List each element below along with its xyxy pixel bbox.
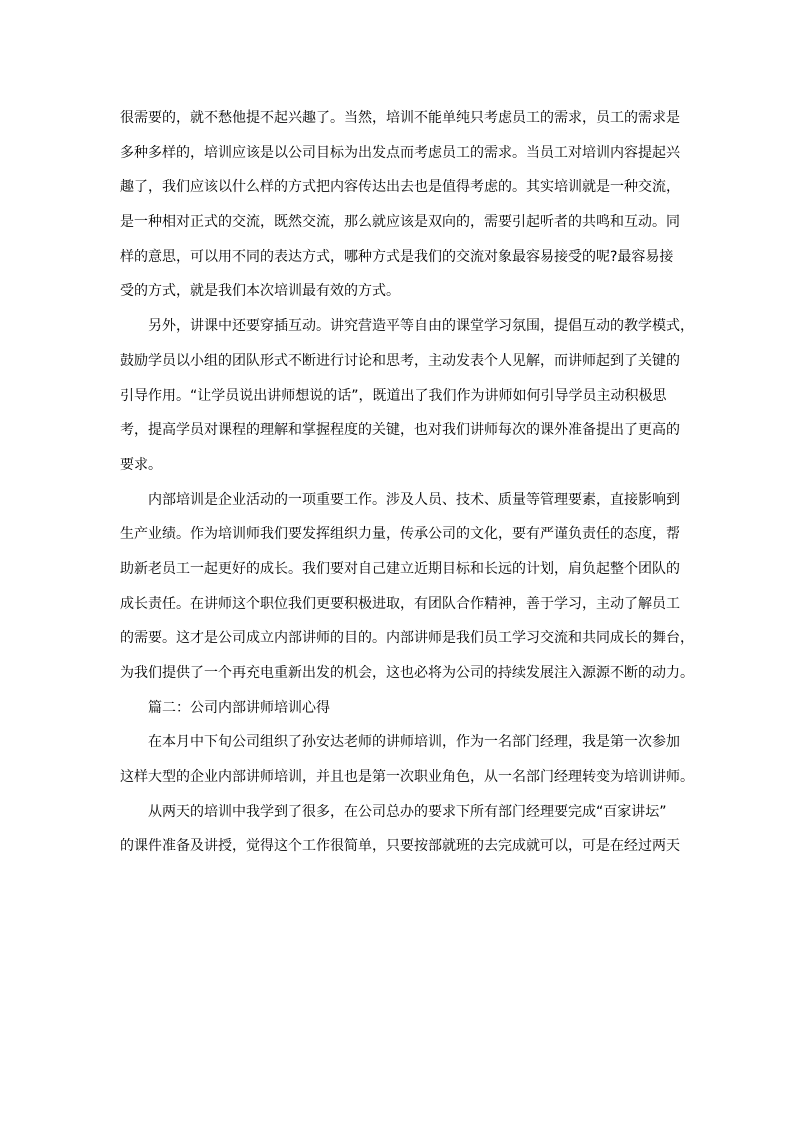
- text-line: 另外，讲课中还要穿插互动。讲究营造平等自由的课堂学习氛围，提倡互动的教学模式，: [148, 318, 694, 335]
- text-line: 受的方式，就是我们本次培训最有效的方式。: [120, 283, 400, 300]
- text-line: 多种多样的，培训应该是以公司目标为出发点而考虑员工的需求。当员工对培训内容提起兴: [120, 144, 680, 161]
- text-line: 考，提高学员对课程的理解和掌握程度的关键，也对我们讲师每次的课外准备提出了更高的: [120, 422, 680, 439]
- text-line: 生产业绩。作为培训师我们要发挥组织力量，传承公司的文化，要有严谨负责任的态度，帮: [120, 526, 680, 543]
- text-line: 样的意思，可以用不同的表达方式，哪种方式是我们的交流对象最容易接受的呢?最容易接: [120, 248, 674, 265]
- text-line: 的需要。这才是公司成立内部讲师的目的。内部讲师是我们员工学习交流和共同成长的舞台，: [120, 630, 694, 647]
- text-line: 助新老员工一起更好的成长。我们要对自己建立近期目标和长远的计划，肩负起整个团队的: [120, 560, 680, 577]
- text-line: 要求。: [120, 456, 162, 473]
- text-line: 很需要的，就不愁他提不起兴趣了。当然，培训不能单纯只考虑员工的需求，员工的需求是: [120, 110, 680, 126]
- text-line: 内部培训是企业活动的一项重要工作。涉及人员、技术、质量等管理要素，直接影响到: [148, 491, 680, 508]
- text-line: 为我们提供了一个再充电重新出发的机会，这也必将为公司的持续发展注入源源不断的动力。: [120, 665, 694, 681]
- text-line: 在本月中下旬公司组织了孙安达老师的讲师培训，作为一名部门经理，我是第一次参加: [148, 734, 680, 751]
- text-line: 成长责任。在讲师这个职位我们更要积极进取，有团队合作精神，善于学习，主动了解员工: [120, 595, 680, 612]
- text-line: 是一种相对正式的交流，既然交流，那么就应该是双向的，需要引起听者的共鸣和互动。同: [120, 214, 680, 231]
- text-line: 引导作用。“让学员说出讲师想说的话”，既道出了我们作为讲师如何引导学员主动积极思: [120, 387, 667, 404]
- text-line: 趣了，我们应该以什么样的方式把内容传达出去也是值得考虑的。其实培训就是一种交流，: [120, 179, 680, 196]
- text-line: 的课件准备及讲授，觉得这个工作很简单，只要按部就班的去完成就可以，可是在经过两天: [120, 838, 680, 855]
- text-line: 篇二：公司内部讲师培训心得: [148, 699, 330, 716]
- text-line: 从两天的培训中我学到了很多，在公司总办的要求下所有部门经理要完成“百家讲坛”: [148, 803, 667, 820]
- document-body: [120, 101, 694, 864]
- text-line: 鼓励学员以小组的团队形式不断进行讨论和思考，主动发表个人见解，而讲师起到了关键的: [120, 352, 680, 369]
- text-line: 这样大型的企业内部讲师培训，并且也是第一次职业角色，从一名部门经理转变为培训讲师。: [120, 769, 694, 786]
